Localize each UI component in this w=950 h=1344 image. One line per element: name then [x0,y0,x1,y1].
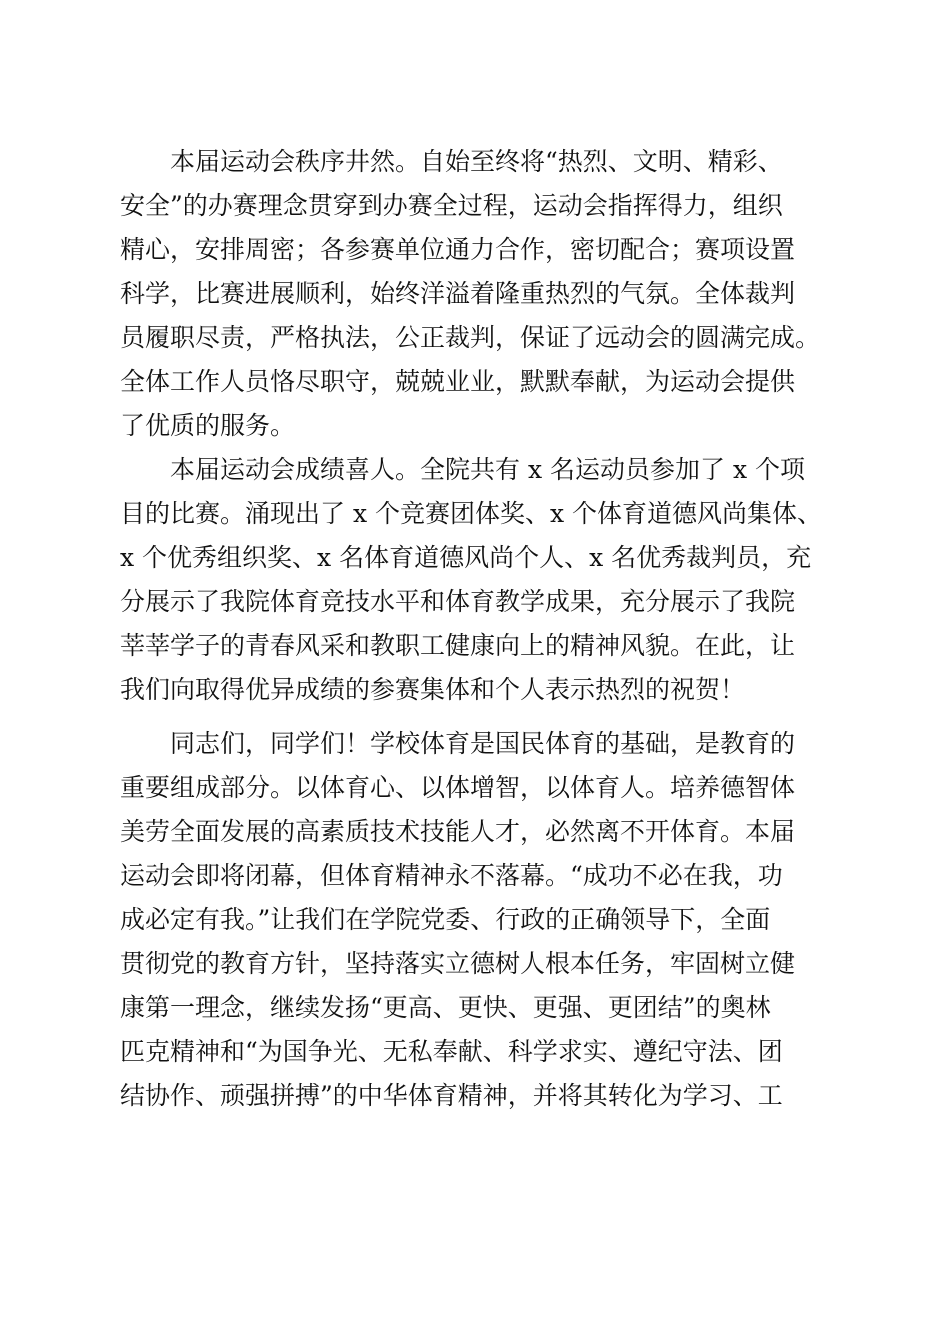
text-line: 员履职尽责，严格执法，公正裁判，保证了远动会的圆满完成。 [120,323,821,352]
text-line: 本届运动会成绩喜人。全院共有 x 名运动员参加了 x 个项 [170,455,805,484]
text-line: 我们向取得优异成绩的参赛集体和个人表示热烈的祝贺！ [120,675,746,704]
text-line: 全体工作人员恪尽职守，兢兢业业，默默奉献，为运动会提供 [120,367,796,396]
text-line: 重要组成部分。以体育心、以体增智，以体育人。培养德智体 [120,773,796,802]
text-line: 了优质的服务。 [120,411,296,440]
text-line: 运动会即将闭幕，但体育精神永不落幕。“成功不必在我，功 [120,861,783,890]
text-line: 同志们，同学们！学校体育是国民体育的基础，是教育的 [170,729,796,758]
text-line: 本届运动会秩序井然。自始至终将“热烈、文明、精彩、 [170,147,783,176]
text-line: 成必定有我。”让我们在学院党委、行政的正确领导下，全面 [120,905,771,934]
text-line: 莘莘学子的青春风采和教职工健康向上的精神风貌。在此，让 [120,631,796,660]
text-line: 结协作、顽强拼搏”的中华体育精神，并将其转化为学习、工 [120,1081,783,1110]
text-line: 康第一理念，继续发扬“更高、更快、更强、更团结”的奥林 [120,993,771,1022]
text-line: 匹克精神和“为国争光、无私奉献、科学求实、遵纪守法、团 [120,1037,783,1066]
text-line: 美劳全面发展的高素质技术技能人才，必然离不开体育。本届 [120,817,796,846]
text-line: 贯彻党的教育方针，坚持落实立德树人根本任务，牢固树立健 [120,949,796,978]
text-line: 目的比赛。涌现出了 x 个竞赛团体奖、x 个体育道德风尚集体、 [120,499,823,528]
text-line: 科学，比赛进展顺利，始终洋溢着隆重热烈的气氛。全体裁判 [120,279,796,308]
text-line: 安全”的办赛理念贯穿到办赛全过程，运动会指挥得力，组织 [120,191,783,220]
text-line: 精心，安排周密；各参赛单位通力合作，密切配合；赛项设置 [120,235,796,264]
text-line: 分展示了我院体育竞技水平和体育教学成果，充分展示了我院 [120,587,796,616]
text-line: x 个优秀组织奖、x 名体育道德风尚个人、x 名优秀裁判员，充 [120,543,812,572]
